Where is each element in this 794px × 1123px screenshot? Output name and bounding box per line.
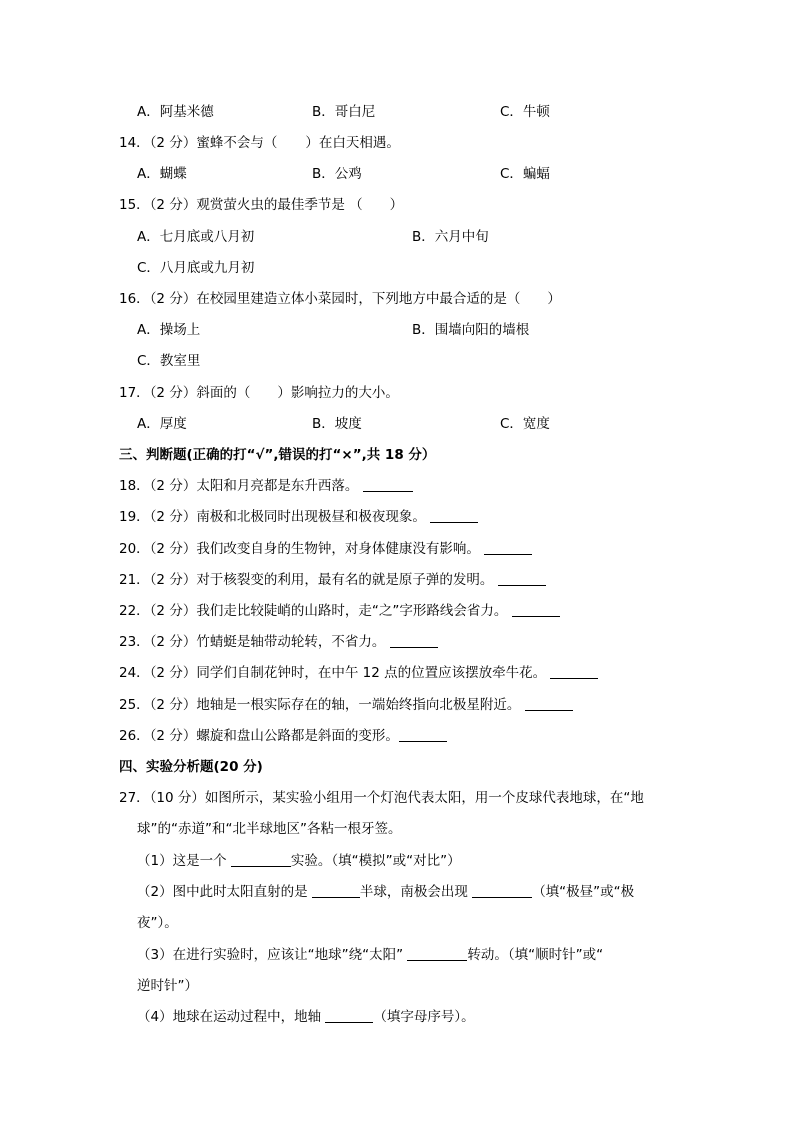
q15-option-b: B．六月中旬 <box>412 229 489 245</box>
q17-option-a: A．厚度 <box>137 416 187 432</box>
q27-sub-1-post: 实验。（填“模拟”或“对比”） <box>290 853 461 869</box>
q17-text: 斜面的（ ）影响拉力的大小。 <box>196 385 399 401</box>
q27-sub-1 <box>137 852 461 870</box>
q15-stem <box>119 196 403 214</box>
q17-score: （2 分） <box>149 385 197 401</box>
tf-text: 螺旋和盘山公路都是斜面的变形。 <box>196 728 399 744</box>
answer-blank[interactable] <box>399 727 447 742</box>
tf-score: （2 分） <box>149 665 197 681</box>
tf-text: 我们走比较陡峭的山路时，走“之”字形路线会省力。 <box>196 603 508 619</box>
q17-stem <box>119 384 399 402</box>
q27-sub-4-pre: （4）地球在运动过程中，地轴 <box>137 1009 322 1025</box>
answer-blank[interactable] <box>525 696 573 711</box>
q27-sub-4-post: （填字母序号）。 <box>373 1009 475 1025</box>
q16-option-c: C．教室里 <box>137 353 201 369</box>
answer-blank[interactable] <box>363 477 413 492</box>
q27-stem-line-1 <box>119 789 644 807</box>
q16-option-b: B．围墙向阳的墙根 <box>412 322 530 338</box>
section-3-heading: 三、判断题(正确的打“√”,错误的打“×”,共 18 分） <box>119 447 436 463</box>
tf-text: 对于核裂变的利用，最有名的就是原子弹的发明。 <box>196 572 494 588</box>
q14-score: （2 分） <box>149 135 197 151</box>
q17-number: 17． <box>119 385 150 401</box>
q15-option-c: C．八月底或九月初 <box>137 260 255 276</box>
answer-blank[interactable] <box>407 946 467 961</box>
q14-text-pre: 蜜蜂不会与（ <box>196 135 278 151</box>
q15-number: 15． <box>119 197 150 213</box>
tf-score: （2 分） <box>149 509 197 525</box>
q16-score: （2 分） <box>149 291 197 307</box>
tf-score: （2 分） <box>149 478 197 494</box>
tf-number: 22． <box>119 603 150 619</box>
q17-option-b: B．坡度 <box>312 416 362 432</box>
q27-sub-2-mid: 半球，南极会出现 <box>359 884 468 900</box>
q27-sub-4 <box>137 1008 475 1026</box>
tf-number: 24． <box>119 665 150 681</box>
answer-blank[interactable] <box>312 883 360 898</box>
q14-option-c: C．蝙蝠 <box>500 166 550 182</box>
tf-text: 地轴是一根实际存在的轴，一端始终指向北极星附近。 <box>196 697 521 713</box>
q14-number: 14． <box>119 135 150 151</box>
q27-sub-2 <box>137 883 634 901</box>
answer-blank[interactable] <box>430 508 478 523</box>
tf-item <box>119 727 447 745</box>
q16-number: 16． <box>119 291 150 307</box>
q27-sub-2-post: （填“极昼”或“极 <box>532 884 635 900</box>
q27-sub-2-pre: （2）图中此时太阳直射的是 <box>137 884 308 900</box>
tf-score: （2 分） <box>149 697 197 713</box>
q27-score: （10 分） <box>149 790 205 806</box>
q13-option-a: A．阿基米德 <box>137 104 214 120</box>
q15-score: （2 分） <box>149 197 197 213</box>
tf-score: （2 分） <box>149 634 197 650</box>
q16-option-a: A．操场上 <box>137 322 201 338</box>
tf-text: 同学们自制花钟时，在中午 12 点的位置应该摆放牵牛花。 <box>196 665 547 681</box>
q15-option-a: A．七月底或八月初 <box>137 229 255 245</box>
q13-option-b: B．哥白尼 <box>312 104 376 120</box>
tf-text: 竹蜻蜓是轴带动轮转，不省力。 <box>196 634 386 650</box>
tf-score: （2 分） <box>149 603 197 619</box>
tf-text: 太阳和月亮都是东升西落。 <box>196 478 359 494</box>
q17-option-c: C．宽度 <box>500 416 550 432</box>
tf-score: （2 分） <box>149 541 197 557</box>
q27-sub-1-pre: （1）这是一个 <box>137 853 227 869</box>
q27-sub-3 <box>137 946 603 964</box>
section-4-heading: 四、实验分析题(20 分) <box>119 759 263 775</box>
tf-item <box>119 602 560 620</box>
answer-blank[interactable] <box>231 852 291 867</box>
tf-number: 21． <box>119 572 150 588</box>
q14-option-b: B．公鸡 <box>312 166 362 182</box>
q13-option-c: C．牛顿 <box>500 104 550 120</box>
q27-sub-3-line-2: 逆时针”） <box>137 978 198 994</box>
q27-stem-line-2: 球”的“赤道”和“北半球地区”各粘一根牙签。 <box>137 821 402 837</box>
answer-blank[interactable] <box>472 883 532 898</box>
q27-sub-3-pre: （3）在进行实验时，应该让“地球”绕“太阳” <box>137 947 404 963</box>
q16-text: 在校园里建造立体小菜园时，下列地方中最合适的是（ ） <box>196 291 561 307</box>
tf-item <box>119 508 478 526</box>
q27-sub-2-line-2: 夜”）。 <box>137 915 178 931</box>
q16-stem <box>119 290 561 308</box>
tf-number: 25． <box>119 697 150 713</box>
q27-number: 27． <box>119 790 150 806</box>
answer-blank[interactable] <box>484 540 532 555</box>
q27-text-1: 如图所示，某实验小组用一个灯泡代表太阳，用一个皮球代表地球，在“地 <box>204 790 644 806</box>
tf-number: 19． <box>119 509 150 525</box>
answer-blank[interactable] <box>550 664 598 679</box>
tf-item <box>119 633 438 651</box>
q15-text: 观赏萤火虫的最佳季节是 （ ） <box>196 197 404 213</box>
q14-text-post: ）在白天相遇。 <box>305 135 400 151</box>
tf-score: （2 分） <box>149 728 197 744</box>
q27-sub-3-post: 转动。（填“顺时针”或“ <box>467 947 604 963</box>
tf-item <box>119 540 532 558</box>
tf-item <box>119 664 598 682</box>
tf-text: 我们改变自身的生物钟，对身体健康没有影响。 <box>196 541 480 557</box>
q14-option-a: A．蝴蝶 <box>137 166 187 182</box>
answer-blank[interactable] <box>325 1008 373 1023</box>
answer-blank[interactable] <box>512 602 560 617</box>
tf-number: 20． <box>119 541 150 557</box>
tf-text: 南极和北极同时出现极昼和极夜现象。 <box>196 509 426 525</box>
q14-stem <box>119 134 400 152</box>
answer-blank[interactable] <box>390 633 438 648</box>
answer-blank[interactable] <box>498 571 546 586</box>
tf-score: （2 分） <box>149 572 197 588</box>
tf-item <box>119 571 546 589</box>
tf-item <box>119 477 413 495</box>
tf-number: 26． <box>119 728 150 744</box>
tf-number: 23． <box>119 634 150 650</box>
tf-item <box>119 696 573 714</box>
tf-number: 18． <box>119 478 150 494</box>
